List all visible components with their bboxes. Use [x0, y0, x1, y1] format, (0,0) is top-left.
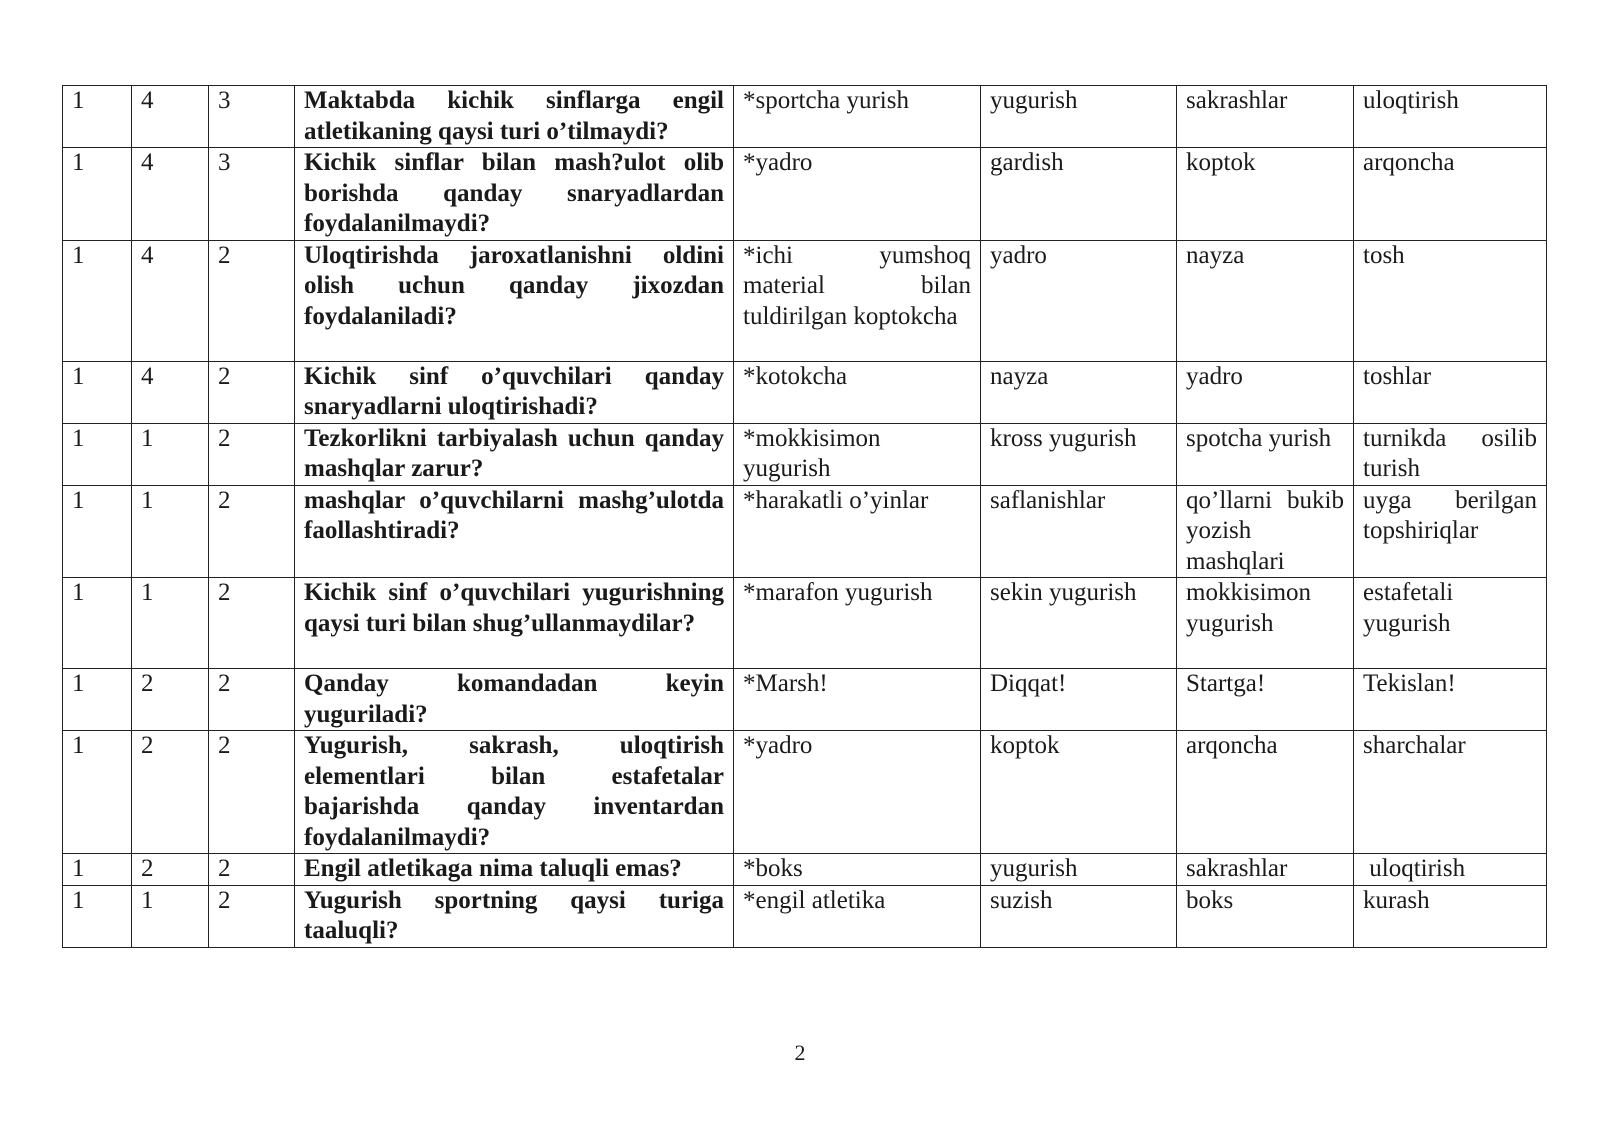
answer-d-cell: Tekislan!: [1354, 669, 1547, 731]
answer-b-cell: gardish: [981, 148, 1177, 241]
question-cell: Kichik sinflar bilan mash?ulot olib borishda qanday snaryadlardan foydalanilmaydi?: [295, 148, 734, 241]
table-row: [63, 854, 1547, 886]
col3-cell: 2: [209, 578, 295, 669]
question-cell: Qanday komandadan keyin yuguriladi?: [295, 669, 734, 731]
col2-cell: 4: [132, 148, 209, 241]
answer-correct-cell: *marafon yugurish: [734, 578, 981, 669]
answer-d-cell: sharchalar: [1354, 731, 1547, 854]
col3-cell: 2: [209, 240, 295, 361]
question-cell: Kichik sinf o’quvchilari qanday snaryadlarni uloqtirishadi?: [295, 361, 734, 423]
col1-cell: 1: [63, 423, 132, 485]
answer-correct-cell: *sportcha yurish: [734, 86, 981, 148]
col3-cell: 2: [209, 485, 295, 578]
answer-b-cell: yadro: [981, 240, 1177, 361]
answer-c-cell: Startga!: [1177, 669, 1354, 731]
col2-cell: 2: [132, 669, 209, 731]
answer-c-cell: sakrashlar: [1177, 86, 1354, 148]
table-row: [63, 361, 1547, 423]
question-cell: Engil atletikaga nima taluqli emas?: [295, 854, 734, 886]
col3-cell: 2: [209, 731, 295, 854]
col1-cell: 1: [63, 669, 132, 731]
answer-correct-cell: *yadro: [734, 731, 981, 854]
col1-cell: 1: [63, 854, 132, 886]
answer-d-cell: kurash: [1354, 885, 1547, 947]
answer-b-cell: koptok: [981, 731, 1177, 854]
col2-cell: 4: [132, 240, 209, 361]
question-cell: Maktabda kichik sinflarga engil atletikaning qaysi turi o’tilmaydi?: [295, 86, 734, 148]
table-row: [63, 669, 1547, 731]
question-cell: Tezkorlikni tarbiyalash uchun qanday mashqlar zarur?: [295, 423, 734, 485]
answer-b-cell: kross yugurish: [981, 423, 1177, 485]
page-number: 2: [794, 1040, 806, 1065]
answer-d-cell: estafetali yugurish: [1354, 578, 1547, 669]
col3-cell: 3: [209, 86, 295, 148]
answer-c-cell: koptok: [1177, 148, 1354, 241]
answer-correct-cell: *kotokcha: [734, 361, 981, 423]
question-cell: Yugurish sportning qaysi turiga taaluqli?: [295, 885, 734, 947]
answer-c-cell: nayza: [1177, 240, 1354, 361]
answer-c-cell: qo’llarni bukib yozish mashqlari: [1177, 485, 1354, 578]
table-row: [63, 86, 1547, 148]
col2-cell: 1: [132, 885, 209, 947]
answer-c-cell: mokkisimon yugurish: [1177, 578, 1354, 669]
col1-cell: 1: [63, 148, 132, 241]
col3-cell: 2: [209, 669, 295, 731]
answer-d-cell: uyga berilgan topshiriqlar: [1354, 485, 1547, 578]
answer-correct-cell: *harakatli o’yinlar: [734, 485, 981, 578]
answer-d-cell: turnikda osilib turish: [1354, 423, 1547, 485]
answer-b-cell: saflanishlar: [981, 485, 1177, 578]
table-row: [63, 485, 1547, 578]
col2-cell: 2: [132, 731, 209, 854]
answer-d-cell: toshlar: [1354, 361, 1547, 423]
answer-correct-cell: *boks: [734, 854, 981, 886]
col2-cell: 1: [132, 578, 209, 669]
answer-c-cell: sakrashlar: [1177, 854, 1354, 886]
answer-b-cell: sekin yugurish: [981, 578, 1177, 669]
answer-correct-cell: *engil atletika: [734, 885, 981, 947]
col2-cell: 2: [132, 854, 209, 886]
question-cell: Uloqtirishda jaroxatlanishni oldini olish uchun qanday jixozdan foydalaniladi?: [295, 240, 734, 361]
answer-d-cell: arqoncha: [1354, 148, 1547, 241]
col1-cell: 1: [63, 361, 132, 423]
answer-correct-cell: *ichi yumshoq material bilan tuldirilgan koptokcha: [734, 240, 981, 361]
col1-cell: 1: [63, 485, 132, 578]
answer-d-cell: uloqtirish: [1354, 86, 1547, 148]
col1-cell: 1: [63, 885, 132, 947]
answer-b-cell: Diqqat!: [981, 669, 1177, 731]
answer-c-cell: spotcha yurish: [1177, 423, 1354, 485]
col1-cell: 1: [63, 240, 132, 361]
table-row: [63, 148, 1547, 241]
answer-correct-cell: *Marsh!: [734, 669, 981, 731]
question-cell: Kichik sinf o’quvchilari yugurishning qaysi turi bilan shug’ullanmaydilar?: [295, 578, 734, 669]
col3-cell: 2: [209, 361, 295, 423]
col3-cell: 3: [209, 148, 295, 241]
table-row: [63, 423, 1547, 485]
table-row: [63, 240, 1547, 361]
question-cell: mashqlar o’quvchilarni mashg’ulotda faollashtiradi?: [295, 485, 734, 578]
answer-correct-cell: *yadro: [734, 148, 981, 241]
answer-c-cell: yadro: [1177, 361, 1354, 423]
col2-cell: 1: [132, 485, 209, 578]
answer-d-cell: tosh: [1354, 240, 1547, 361]
col2-cell: 4: [132, 86, 209, 148]
answer-correct-cell: *mokkisimon yugurish: [734, 423, 981, 485]
col1-cell: 1: [63, 578, 132, 669]
col1-cell: 1: [63, 731, 132, 854]
col3-cell: 2: [209, 885, 295, 947]
answer-b-cell: yugurish: [981, 854, 1177, 886]
answer-b-cell: nayza: [981, 361, 1177, 423]
col2-cell: 4: [132, 361, 209, 423]
answer-d-cell: uloqtirish: [1354, 854, 1547, 886]
col3-cell: 2: [209, 423, 295, 485]
answer-c-cell: boks: [1177, 885, 1354, 947]
question-cell: Yugurish, sakrash, uloqtirish elementlari bilan estafetalar bajarishda qanday inventardan foydalanilmaydi?: [295, 731, 734, 854]
table-row: [63, 578, 1547, 669]
table-row: [63, 885, 1547, 947]
answer-b-cell: suzish: [981, 885, 1177, 947]
col2-cell: 1: [132, 423, 209, 485]
answer-c-cell: arqoncha: [1177, 731, 1354, 854]
questions-table: [62, 85, 1547, 948]
answer-b-cell: yugurish: [981, 86, 1177, 148]
col1-cell: 1: [63, 86, 132, 148]
table-row: [63, 731, 1547, 854]
col3-cell: 2: [209, 854, 295, 886]
